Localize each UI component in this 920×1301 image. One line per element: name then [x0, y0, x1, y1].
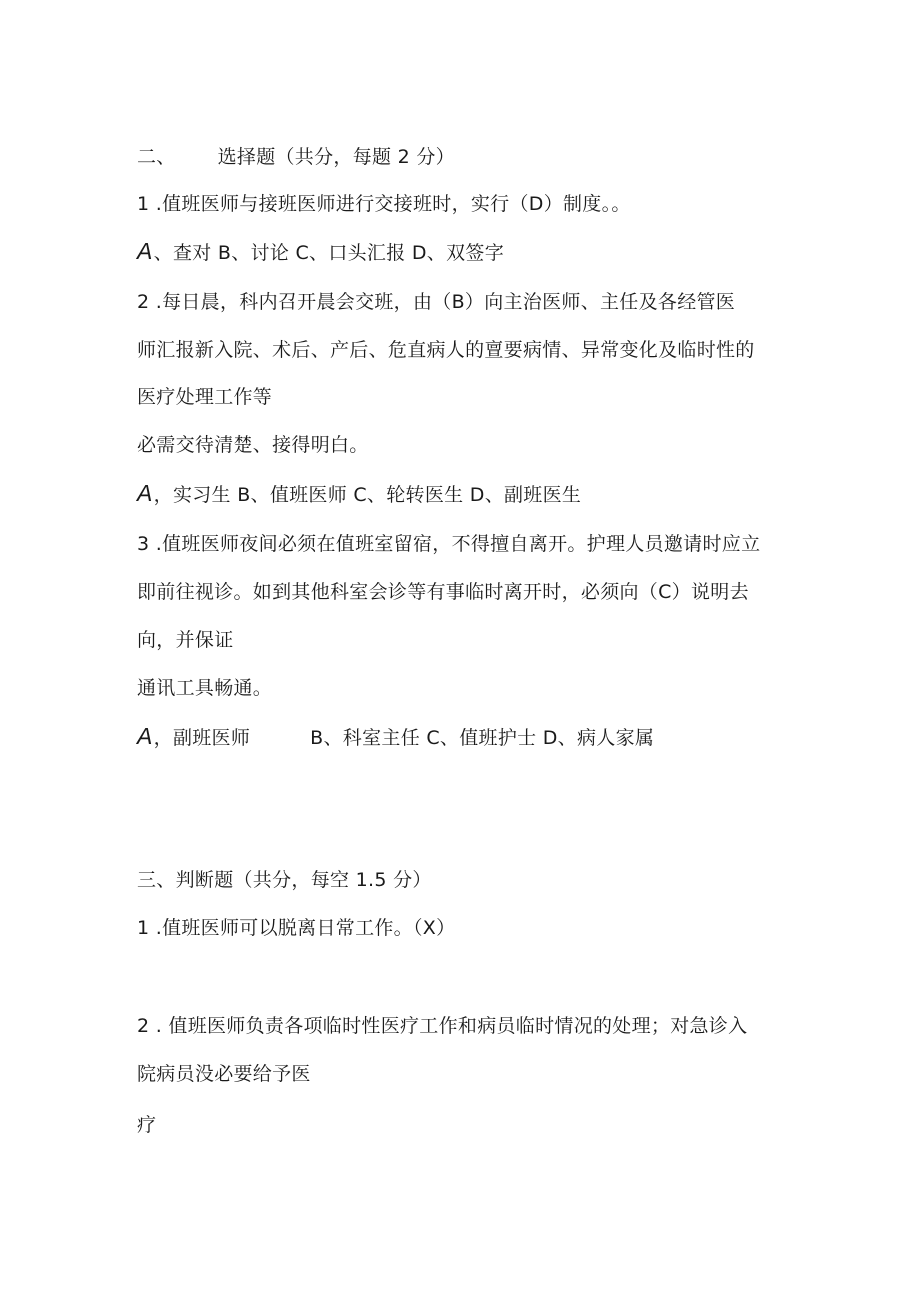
- option-a-letter: A: [137, 723, 153, 749]
- section-2-number: 二、: [137, 146, 176, 168]
- question-2-line-3: 医疗处理工作等: [137, 386, 273, 408]
- question-3-line-2: 即前往视诊。如到其他科室会诊等有事临时离开时，必须向（C）说明去: [137, 581, 749, 603]
- question-1-options: [137, 239, 504, 265]
- option-a-letter: A: [137, 480, 153, 506]
- section-2-title: 选择题（共分，每题 2 分）: [217, 146, 455, 168]
- question-3-option-a: ，副班医师: [153, 727, 251, 749]
- judgment-question-2-line-1: 2 . 值班医师负责各项临时性医疗工作和病员临时情况的处理；对急诊入: [137, 1015, 748, 1037]
- question-3-line-4: 通讯工具畅通。: [137, 677, 273, 699]
- judgment-question-2-line-2: 院病员没必要给予医: [137, 1063, 311, 1085]
- question-2-option-list: ，实习生 B、值班医师 C、轮转医生 D、副班医生: [153, 484, 582, 506]
- question-2-line-2: 师汇报新入院、术后、产后、危直病人的亶要病情、异常变化及临时性的: [137, 339, 755, 361]
- section-2-heading: [137, 145, 455, 169]
- question-2-options: [137, 481, 581, 507]
- judgment-question-2-line-3: 疗: [137, 1114, 157, 1136]
- question-2-line-4: 必需交待清楚、接得明白。: [137, 434, 369, 456]
- question-3-option-list: B、科室主任 C、值班护士 D、病人家属: [310, 727, 655, 749]
- question-3-options: [137, 724, 654, 750]
- question-1-option-list: 、查对 B、讨论 C、口头汇报 D、双签字: [153, 242, 505, 264]
- judgment-question-1: 1 .值班医师可以脱离日常工作。（X）: [137, 917, 456, 939]
- question-1-text: 1 .值班医师与接班医师进行交接班时，实行（D）制度。。: [137, 193, 631, 215]
- question-3-line-1: 3 .值班医师夜间必须在值班室留宿，不得擅自离开。护理人员邀请时应立: [137, 533, 761, 555]
- question-2-line-1: 2 .每日晨，科内召开晨会交班，由（B）向主治医师、主任及各经管医: [137, 291, 736, 313]
- option-a-letter: A: [137, 238, 153, 264]
- question-3-line-3: 向，并保证: [137, 629, 234, 651]
- section-3-heading: 三、判断题（共分，每空 1.5 分）: [137, 869, 432, 891]
